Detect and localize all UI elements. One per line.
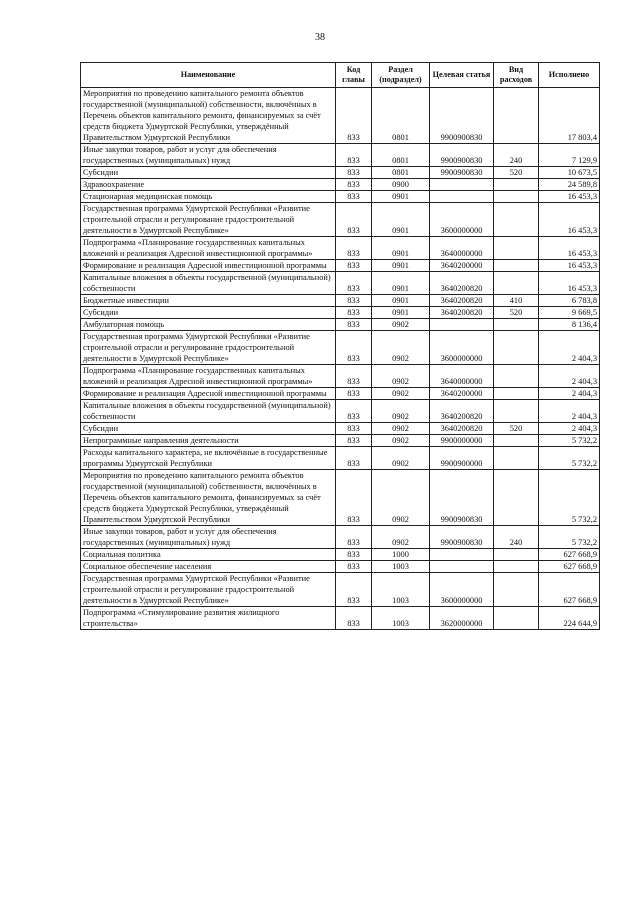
cell-code: 833 <box>336 88 372 144</box>
cell-target: 3640200000 <box>430 260 494 272</box>
table-row <box>81 447 600 470</box>
cell-target <box>430 191 494 203</box>
cell-type <box>494 435 539 447</box>
cell-section: 0901 <box>372 272 430 295</box>
cell-target: 3600000000 <box>430 331 494 365</box>
cell-name: Социальное обеспечение населения <box>81 561 336 573</box>
table-row <box>81 607 600 630</box>
cell-name: Мероприятия по проведению капитального ремонта объектов государственной (муниципальной) собственности, включённых в Перечень объектов капитального ремонта, финансируемых за счёт средств бюджета Удмуртской Республики, утверждённый Правительством Удмуртской Республики <box>81 88 336 144</box>
cell-target: 3600000000 <box>430 573 494 607</box>
cell-amount: 224 644,9 <box>539 607 600 630</box>
table-row <box>81 260 600 272</box>
cell-code: 833 <box>336 144 372 167</box>
cell-type <box>494 470 539 526</box>
cell-type <box>494 237 539 260</box>
cell-code: 833 <box>336 388 372 400</box>
table-row <box>81 549 600 561</box>
cell-target <box>430 179 494 191</box>
cell-code: 833 <box>336 260 372 272</box>
cell-section: 0902 <box>372 435 430 447</box>
cell-code: 833 <box>336 470 372 526</box>
cell-target <box>430 561 494 573</box>
cell-target: 9900000000 <box>430 435 494 447</box>
cell-code: 833 <box>336 365 372 388</box>
table-row <box>81 237 600 260</box>
table-row <box>81 307 600 319</box>
cell-code: 833 <box>336 167 372 179</box>
cell-target: 3640000000 <box>430 237 494 260</box>
cell-type <box>494 607 539 630</box>
cell-name: Государственная программа Удмуртской Республики «Развитие строительной отрасли и регулирование градостроительной деятельности в Удмуртской Республике» <box>81 331 336 365</box>
cell-amount: 2 404,3 <box>539 388 600 400</box>
cell-section: 0902 <box>372 365 430 388</box>
cell-target: 3600000000 <box>430 203 494 237</box>
cell-section: 0801 <box>372 167 430 179</box>
table-row <box>81 561 600 573</box>
cell-type <box>494 88 539 144</box>
header-code: Код главы <box>336 63 372 88</box>
cell-type <box>494 388 539 400</box>
cell-code: 833 <box>336 179 372 191</box>
cell-amount: 2 404,3 <box>539 400 600 423</box>
cell-section: 0901 <box>372 260 430 272</box>
table-row <box>81 179 600 191</box>
cell-target: 9900900830 <box>430 144 494 167</box>
cell-code: 833 <box>336 203 372 237</box>
cell-type <box>494 447 539 470</box>
cell-section: 0801 <box>372 88 430 144</box>
cell-target <box>430 549 494 561</box>
cell-amount: 10 673,5 <box>539 167 600 179</box>
cell-section: 0902 <box>372 319 430 331</box>
cell-name: Государственная программа Удмуртской Республики «Развитие строительной отрасли и регулирование градостроительной деятельности в Удмуртской Республике» <box>81 203 336 237</box>
cell-target: 3640200820 <box>430 295 494 307</box>
header-name: Наименование <box>81 63 336 88</box>
cell-name: Подпрограмма «Стимулирование развития жилищного строительства» <box>81 607 336 630</box>
table-row <box>81 319 600 331</box>
cell-amount: 6 783,8 <box>539 295 600 307</box>
cell-name: Непрограммные направления деятельности <box>81 435 336 447</box>
cell-name: Расходы капитального характера, не включённые в государственные программы Удмуртской Республики <box>81 447 336 470</box>
cell-section: 0902 <box>372 400 430 423</box>
cell-type <box>494 573 539 607</box>
cell-amount: 24 589,8 <box>539 179 600 191</box>
cell-name: Стационарная медицинская помощь <box>81 191 336 203</box>
cell-type: 240 <box>494 144 539 167</box>
table-header-row <box>81 63 600 88</box>
cell-name: Иные закупки товаров, работ и услуг для обеспечения государственных (муниципальных) нужд <box>81 526 336 549</box>
cell-name: Амбулаторная помощь <box>81 319 336 331</box>
cell-type: 520 <box>494 167 539 179</box>
table-row <box>81 144 600 167</box>
cell-code: 833 <box>336 237 372 260</box>
cell-section: 1003 <box>372 607 430 630</box>
cell-code: 833 <box>336 319 372 331</box>
table-row <box>81 388 600 400</box>
cell-type <box>494 203 539 237</box>
cell-type <box>494 561 539 573</box>
cell-type: 520 <box>494 307 539 319</box>
table-row <box>81 167 600 179</box>
cell-type <box>494 549 539 561</box>
cell-amount: 2 404,3 <box>539 365 600 388</box>
cell-type <box>494 400 539 423</box>
header-amount: Исполнено <box>539 63 600 88</box>
cell-section: 0900 <box>372 179 430 191</box>
cell-type <box>494 331 539 365</box>
cell-section: 0901 <box>372 203 430 237</box>
cell-amount: 627 668,9 <box>539 573 600 607</box>
cell-target: 9900900830 <box>430 167 494 179</box>
cell-name: Подпрограмма «Планирование государственных капитальных вложений и реализация Адресной инвестиционной программы» <box>81 237 336 260</box>
cell-code: 833 <box>336 549 372 561</box>
cell-section: 1003 <box>372 561 430 573</box>
cell-amount: 16 453,3 <box>539 260 600 272</box>
cell-code: 833 <box>336 272 372 295</box>
cell-type <box>494 365 539 388</box>
cell-section: 0902 <box>372 423 430 435</box>
cell-amount: 16 453,3 <box>539 203 600 237</box>
cell-target: 3640200820 <box>430 423 494 435</box>
cell-section: 0902 <box>372 470 430 526</box>
cell-target: 3640200820 <box>430 272 494 295</box>
cell-amount: 2 404,3 <box>539 423 600 435</box>
cell-section: 0902 <box>372 447 430 470</box>
cell-name: Здравоохранение <box>81 179 336 191</box>
cell-target: 3640200820 <box>430 400 494 423</box>
cell-name: Капитальные вложения в объекты государственной (муниципальной) собственности <box>81 400 336 423</box>
header-type: Вид расходов <box>494 63 539 88</box>
table-row <box>81 203 600 237</box>
cell-amount: 627 668,9 <box>539 549 600 561</box>
cell-section: 0901 <box>372 307 430 319</box>
cell-name: Капитальные вложения в объекты государственной (муниципальной) собственности <box>81 272 336 295</box>
cell-amount: 8 136,4 <box>539 319 600 331</box>
cell-code: 833 <box>336 526 372 549</box>
cell-amount: 627 668,9 <box>539 561 600 573</box>
cell-amount: 9 669,5 <box>539 307 600 319</box>
table-row <box>81 573 600 607</box>
cell-section: 1000 <box>372 549 430 561</box>
cell-amount: 5 732,2 <box>539 435 600 447</box>
table-row <box>81 295 600 307</box>
table-row <box>81 331 600 365</box>
cell-code: 833 <box>336 573 372 607</box>
cell-code: 833 <box>336 561 372 573</box>
cell-name: Государственная программа Удмуртской Республики «Развитие строительной отрасли и регулирование градостроительной деятельности в Удмуртской Республике» <box>81 573 336 607</box>
cell-target: 3640200820 <box>430 307 494 319</box>
table-body <box>81 88 600 630</box>
cell-name: Субсидии <box>81 307 336 319</box>
cell-section: 0901 <box>372 295 430 307</box>
cell-section: 0902 <box>372 331 430 365</box>
cell-name: Иные закупки товаров, работ и услуг для обеспечения государственных (муниципальных) нужд <box>81 144 336 167</box>
cell-target: 9900900830 <box>430 470 494 526</box>
cell-type: 520 <box>494 423 539 435</box>
cell-type: 410 <box>494 295 539 307</box>
cell-section: 0901 <box>372 237 430 260</box>
cell-name: Бюджетные инвестиции <box>81 295 336 307</box>
cell-code: 833 <box>336 400 372 423</box>
cell-type <box>494 260 539 272</box>
cell-section: 0902 <box>372 526 430 549</box>
cell-type <box>494 191 539 203</box>
cell-amount: 17 803,4 <box>539 88 600 144</box>
cell-code: 833 <box>336 423 372 435</box>
cell-target: 9900900000 <box>430 447 494 470</box>
cell-code: 833 <box>336 191 372 203</box>
cell-target: 3620000000 <box>430 607 494 630</box>
table-row <box>81 400 600 423</box>
cell-code: 833 <box>336 447 372 470</box>
cell-amount: 16 453,3 <box>539 191 600 203</box>
cell-amount: 5 732,2 <box>539 470 600 526</box>
cell-target <box>430 319 494 331</box>
cell-target: 9900900830 <box>430 526 494 549</box>
cell-code: 833 <box>336 295 372 307</box>
table-row <box>81 272 600 295</box>
cell-type: 240 <box>494 526 539 549</box>
table-row <box>81 365 600 388</box>
cell-code: 833 <box>336 331 372 365</box>
table-row <box>81 423 600 435</box>
cell-amount: 5 732,2 <box>539 447 600 470</box>
table-row <box>81 191 600 203</box>
cell-section: 1003 <box>372 573 430 607</box>
header-target: Целевая статья <box>430 63 494 88</box>
header-section: Раздел (подраздел) <box>372 63 430 88</box>
cell-name: Социальная политика <box>81 549 336 561</box>
page-number: 38 <box>315 32 325 43</box>
cell-target: 3640200000 <box>430 388 494 400</box>
cell-section: 0901 <box>372 191 430 203</box>
table-row <box>81 470 600 526</box>
cell-section: 0801 <box>372 144 430 167</box>
cell-amount: 16 453,3 <box>539 272 600 295</box>
cell-amount: 5 732,2 <box>539 526 600 549</box>
cell-code: 833 <box>336 307 372 319</box>
cell-code: 833 <box>336 607 372 630</box>
cell-section: 0902 <box>372 388 430 400</box>
cell-name: Подпрограмма «Планирование государственных капитальных вложений и реализация Адресной инвестиционной программы» <box>81 365 336 388</box>
cell-amount: 7 129,9 <box>539 144 600 167</box>
budget-table <box>80 62 600 630</box>
cell-name: Формирование и реализация Адресной инвестиционной программы <box>81 388 336 400</box>
cell-amount: 2 404,3 <box>539 331 600 365</box>
cell-target: 9900900830 <box>430 88 494 144</box>
table-row <box>81 88 600 144</box>
cell-target: 3640000000 <box>430 365 494 388</box>
cell-name: Субсидии <box>81 167 336 179</box>
cell-amount: 16 453,3 <box>539 237 600 260</box>
cell-code: 833 <box>336 435 372 447</box>
cell-name: Мероприятия по проведению капитального ремонта объектов государственной (муниципальной) собственности, включённых в Перечень объектов капитального ремонта, финансируемых за счёт средств бюджета Удмуртской Республики, утверждённый Правительством Удмуртской Республики <box>81 470 336 526</box>
table-row <box>81 435 600 447</box>
table-row <box>81 526 600 549</box>
cell-type <box>494 179 539 191</box>
cell-name: Формирование и реализация Адресной инвестиционной программы <box>81 260 336 272</box>
cell-type <box>494 272 539 295</box>
cell-type <box>494 319 539 331</box>
cell-name: Субсидии <box>81 423 336 435</box>
